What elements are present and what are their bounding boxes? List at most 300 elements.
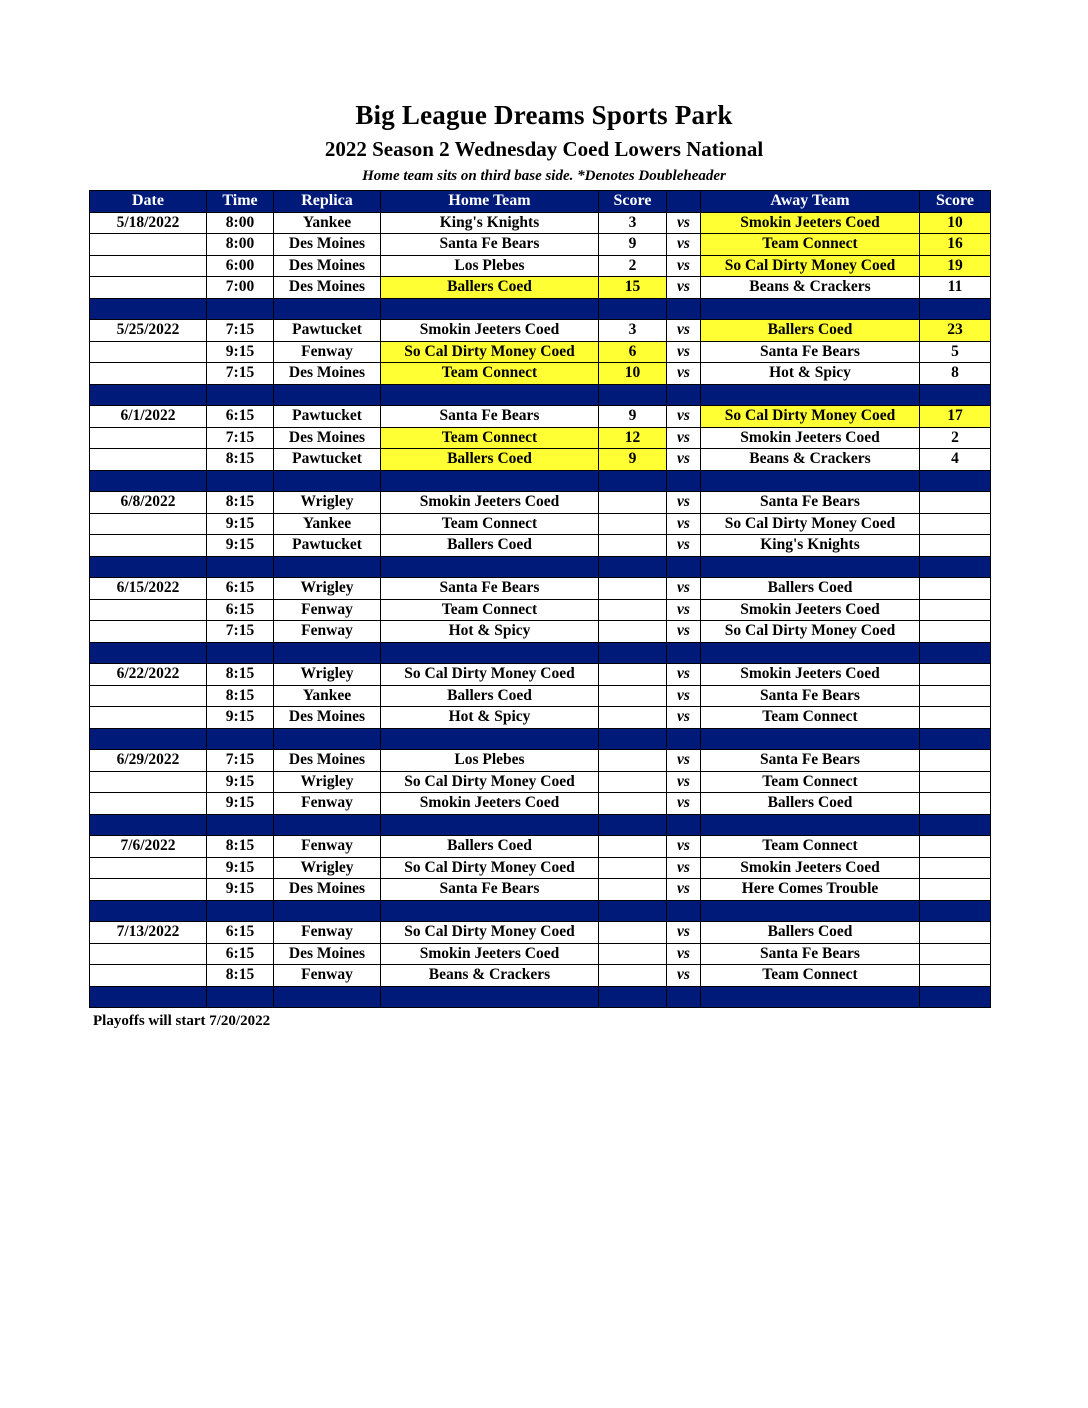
away-score	[920, 836, 991, 858]
away-team: Smokin Jeeters Coed	[701, 427, 920, 449]
vs-label: vs	[667, 707, 701, 729]
home-team: Team Connect	[381, 599, 599, 621]
separator-cell	[599, 728, 667, 750]
vs-label: vs	[667, 578, 701, 600]
separator-cell	[667, 728, 701, 750]
separator-cell	[274, 900, 381, 922]
table-row	[90, 406, 991, 428]
separator-cell	[274, 298, 381, 320]
week-separator-row	[90, 900, 991, 922]
game-time: 6:15	[207, 922, 274, 944]
table-row	[90, 707, 991, 729]
col-header-time: Time	[207, 191, 274, 213]
game-time: 8:15	[207, 685, 274, 707]
game-time: 8:00	[207, 212, 274, 234]
away-score: 23	[920, 320, 991, 342]
game-date	[90, 363, 207, 385]
vs-label: vs	[667, 277, 701, 299]
game-field: Des Moines	[274, 427, 381, 449]
game-date: 7/13/2022	[90, 922, 207, 944]
away-score	[920, 922, 991, 944]
separator-cell	[207, 900, 274, 922]
game-date: 6/15/2022	[90, 578, 207, 600]
game-field: Des Moines	[274, 707, 381, 729]
separator-cell	[381, 384, 599, 406]
home-team: Ballers Coed	[381, 277, 599, 299]
game-date	[90, 621, 207, 643]
game-date	[90, 449, 207, 471]
away-score	[920, 578, 991, 600]
separator-cell	[207, 470, 274, 492]
separator-cell	[599, 556, 667, 578]
separator-cell	[701, 470, 920, 492]
separator-cell	[90, 900, 207, 922]
away-score	[920, 879, 991, 901]
game-field: Pawtucket	[274, 406, 381, 428]
separator-cell	[701, 556, 920, 578]
separator-cell	[701, 642, 920, 664]
game-field: Yankee	[274, 513, 381, 535]
game-time: 9:15	[207, 535, 274, 557]
game-field: Des Moines	[274, 363, 381, 385]
home-team: Los Plebes	[381, 255, 599, 277]
away-team: Beans & Crackers	[701, 449, 920, 471]
home-team: Smokin Jeeters Coed	[381, 943, 599, 965]
separator-cell	[667, 986, 701, 1008]
separator-cell	[920, 556, 991, 578]
separator-cell	[381, 642, 599, 664]
vs-label: vs	[667, 492, 701, 514]
separator-cell	[381, 298, 599, 320]
game-date: 5/18/2022	[90, 212, 207, 234]
home-score	[599, 664, 667, 686]
game-time: 9:15	[207, 879, 274, 901]
week-separator-row	[90, 728, 991, 750]
table-row	[90, 535, 991, 557]
home-score	[599, 492, 667, 514]
separator-cell	[381, 556, 599, 578]
separator-cell	[207, 298, 274, 320]
vs-label: vs	[667, 857, 701, 879]
away-team: Team Connect	[701, 771, 920, 793]
away-team: Santa Fe Bears	[701, 750, 920, 772]
game-date: 6/1/2022	[90, 406, 207, 428]
game-field: Wrigley	[274, 492, 381, 514]
col-header-home-team: Home Team	[381, 191, 599, 213]
away-score: 11	[920, 277, 991, 299]
separator-cell	[920, 470, 991, 492]
home-team: So Cal Dirty Money Coed	[381, 341, 599, 363]
home-score	[599, 707, 667, 729]
away-score: 17	[920, 406, 991, 428]
game-field: Des Moines	[274, 255, 381, 277]
game-date	[90, 685, 207, 707]
separator-cell	[90, 814, 207, 836]
week-separator-row	[90, 470, 991, 492]
home-score: 10	[599, 363, 667, 385]
game-time: 8:00	[207, 234, 274, 256]
separator-cell	[599, 900, 667, 922]
table-row	[90, 427, 991, 449]
table-row	[90, 793, 991, 815]
game-field: Pawtucket	[274, 449, 381, 471]
week-separator-row	[90, 986, 991, 1008]
game-field: Des Moines	[274, 750, 381, 772]
game-field: Wrigley	[274, 857, 381, 879]
game-field: Des Moines	[274, 277, 381, 299]
vs-label: vs	[667, 513, 701, 535]
home-team: Team Connect	[381, 363, 599, 385]
game-time: 6:15	[207, 578, 274, 600]
game-date	[90, 707, 207, 729]
home-score: 3	[599, 320, 667, 342]
game-date	[90, 793, 207, 815]
home-score	[599, 857, 667, 879]
table-row	[90, 750, 991, 772]
footer-note: Playoffs will start 7/20/2022	[93, 1013, 271, 1029]
away-score: 10	[920, 212, 991, 234]
vs-label: vs	[667, 771, 701, 793]
away-team: So Cal Dirty Money Coed	[701, 406, 920, 428]
vs-label: vs	[667, 750, 701, 772]
table-row	[90, 492, 991, 514]
table-row	[90, 277, 991, 299]
game-date	[90, 771, 207, 793]
table-row	[90, 664, 991, 686]
away-score	[920, 621, 991, 643]
vs-label: vs	[667, 879, 701, 901]
home-team: So Cal Dirty Money Coed	[381, 922, 599, 944]
home-team: Beans & Crackers	[381, 965, 599, 987]
home-team: Santa Fe Bears	[381, 578, 599, 600]
separator-cell	[667, 384, 701, 406]
game-date: 5/25/2022	[90, 320, 207, 342]
away-score	[920, 793, 991, 815]
away-team: Team Connect	[701, 836, 920, 858]
game-field: Fenway	[274, 922, 381, 944]
game-field: Fenway	[274, 599, 381, 621]
separator-cell	[207, 728, 274, 750]
separator-cell	[90, 470, 207, 492]
separator-cell	[90, 298, 207, 320]
home-score	[599, 793, 667, 815]
table-row	[90, 255, 991, 277]
game-date: 6/29/2022	[90, 750, 207, 772]
away-team: Smokin Jeeters Coed	[701, 857, 920, 879]
away-team: Team Connect	[701, 965, 920, 987]
home-score	[599, 599, 667, 621]
home-score: 9	[599, 406, 667, 428]
separator-cell	[701, 728, 920, 750]
separator-cell	[90, 384, 207, 406]
game-time: 8:15	[207, 965, 274, 987]
game-time: 7:15	[207, 363, 274, 385]
home-team: Los Plebes	[381, 750, 599, 772]
game-date	[90, 965, 207, 987]
separator-cell	[381, 470, 599, 492]
separator-cell	[599, 298, 667, 320]
vs-label: vs	[667, 664, 701, 686]
home-score	[599, 535, 667, 557]
home-score	[599, 621, 667, 643]
game-date	[90, 255, 207, 277]
col-header-away-team: Away Team	[701, 191, 920, 213]
table-row	[90, 836, 991, 858]
away-score	[920, 857, 991, 879]
away-score	[920, 535, 991, 557]
vs-label: vs	[667, 535, 701, 557]
game-field: Fenway	[274, 621, 381, 643]
separator-cell	[90, 986, 207, 1008]
separator-cell	[599, 986, 667, 1008]
game-date	[90, 341, 207, 363]
separator-cell	[90, 728, 207, 750]
game-field: Des Moines	[274, 234, 381, 256]
table-row	[90, 771, 991, 793]
game-date	[90, 234, 207, 256]
home-score	[599, 685, 667, 707]
away-team: Santa Fe Bears	[701, 685, 920, 707]
vs-label: vs	[667, 234, 701, 256]
home-score	[599, 750, 667, 772]
separator-cell	[920, 814, 991, 836]
separator-cell	[90, 642, 207, 664]
home-score: 3	[599, 212, 667, 234]
table-row	[90, 578, 991, 600]
separator-cell	[381, 900, 599, 922]
home-team: So Cal Dirty Money Coed	[381, 664, 599, 686]
away-score	[920, 685, 991, 707]
table-row	[90, 341, 991, 363]
home-team: Santa Fe Bears	[381, 406, 599, 428]
separator-cell	[920, 384, 991, 406]
separator-cell	[274, 814, 381, 836]
home-score	[599, 771, 667, 793]
home-team: Hot & Spicy	[381, 707, 599, 729]
home-score	[599, 513, 667, 535]
separator-cell	[701, 384, 920, 406]
away-score: 5	[920, 341, 991, 363]
game-time: 9:15	[207, 513, 274, 535]
week-separator-row	[90, 298, 991, 320]
separator-cell	[207, 384, 274, 406]
table-row	[90, 621, 991, 643]
week-separator-row	[90, 384, 991, 406]
separator-cell	[701, 900, 920, 922]
vs-label: vs	[667, 341, 701, 363]
home-team: Team Connect	[381, 427, 599, 449]
separator-cell	[667, 470, 701, 492]
vs-label: vs	[667, 449, 701, 471]
separator-cell	[274, 986, 381, 1008]
header-row	[90, 191, 991, 213]
separator-cell	[599, 814, 667, 836]
home-team: So Cal Dirty Money Coed	[381, 771, 599, 793]
game-date	[90, 535, 207, 557]
vs-label: vs	[667, 685, 701, 707]
away-team: Ballers Coed	[701, 320, 920, 342]
home-team: Ballers Coed	[381, 685, 599, 707]
col-header-vs	[667, 191, 701, 213]
game-date: 6/22/2022	[90, 664, 207, 686]
separator-cell	[274, 384, 381, 406]
away-team: Santa Fe Bears	[701, 492, 920, 514]
away-score	[920, 492, 991, 514]
game-field: Wrigley	[274, 771, 381, 793]
game-time: 6:15	[207, 406, 274, 428]
separator-cell	[599, 384, 667, 406]
game-field: Yankee	[274, 685, 381, 707]
game-time: 6:15	[207, 943, 274, 965]
game-time: 9:15	[207, 771, 274, 793]
game-time: 8:15	[207, 664, 274, 686]
vs-label: vs	[667, 922, 701, 944]
separator-cell	[701, 298, 920, 320]
table-row	[90, 363, 991, 385]
game-time: 6:15	[207, 599, 274, 621]
separator-cell	[667, 298, 701, 320]
week-separator-row	[90, 642, 991, 664]
away-team: Santa Fe Bears	[701, 341, 920, 363]
home-team: Santa Fe Bears	[381, 234, 599, 256]
game-field: Des Moines	[274, 943, 381, 965]
table-row	[90, 212, 991, 234]
away-team: So Cal Dirty Money Coed	[701, 621, 920, 643]
away-score	[920, 599, 991, 621]
page-subtitle: 2022 Season 2 Wednesday Coed Lowers National	[324, 137, 764, 161]
game-time: 9:15	[207, 341, 274, 363]
home-team: Team Connect	[381, 513, 599, 535]
separator-cell	[599, 642, 667, 664]
game-date	[90, 513, 207, 535]
vs-label: vs	[667, 965, 701, 987]
home-team: Ballers Coed	[381, 836, 599, 858]
table-row	[90, 943, 991, 965]
game-field: Fenway	[274, 793, 381, 815]
home-score: 2	[599, 255, 667, 277]
col-header-date: Date	[90, 191, 207, 213]
separator-cell	[207, 556, 274, 578]
away-team: Ballers Coed	[701, 793, 920, 815]
game-time: 9:15	[207, 793, 274, 815]
away-team: Team Connect	[701, 707, 920, 729]
vs-label: vs	[667, 212, 701, 234]
col-header-home-score: Score	[599, 191, 667, 213]
game-time: 7:00	[207, 277, 274, 299]
away-team: Here Comes Trouble	[701, 879, 920, 901]
away-score	[920, 965, 991, 987]
table-row	[90, 234, 991, 256]
home-score: 9	[599, 449, 667, 471]
home-score: 15	[599, 277, 667, 299]
vs-label: vs	[667, 793, 701, 815]
away-team: Ballers Coed	[701, 922, 920, 944]
game-time: 7:15	[207, 320, 274, 342]
home-team: Ballers Coed	[381, 535, 599, 557]
home-score: 9	[599, 234, 667, 256]
home-score	[599, 965, 667, 987]
separator-cell	[920, 986, 991, 1008]
game-date: 7/6/2022	[90, 836, 207, 858]
home-team: Smokin Jeeters Coed	[381, 320, 599, 342]
separator-cell	[667, 556, 701, 578]
schedule-note: Home team sits on third base side. *Denotes Doubleheader	[362, 168, 726, 184]
away-team: So Cal Dirty Money Coed	[701, 513, 920, 535]
game-field: Yankee	[274, 212, 381, 234]
game-time: 9:15	[207, 857, 274, 879]
vs-label: vs	[667, 599, 701, 621]
away-score: 2	[920, 427, 991, 449]
away-team: Hot & Spicy	[701, 363, 920, 385]
col-header-away-score: Score	[920, 191, 991, 213]
game-date	[90, 277, 207, 299]
separator-cell	[920, 900, 991, 922]
away-team: Team Connect	[701, 234, 920, 256]
home-score	[599, 943, 667, 965]
table-row	[90, 449, 991, 471]
game-field: Wrigley	[274, 578, 381, 600]
game-date	[90, 427, 207, 449]
game-date	[90, 879, 207, 901]
game-date: 6/8/2022	[90, 492, 207, 514]
home-team: Smokin Jeeters Coed	[381, 492, 599, 514]
vs-label: vs	[667, 836, 701, 858]
game-time: 8:15	[207, 836, 274, 858]
away-team: So Cal Dirty Money Coed	[701, 255, 920, 277]
table-row	[90, 599, 991, 621]
game-field: Pawtucket	[274, 535, 381, 557]
separator-cell	[599, 470, 667, 492]
table-row	[90, 685, 991, 707]
vs-label: vs	[667, 406, 701, 428]
separator-cell	[381, 986, 599, 1008]
table-row	[90, 320, 991, 342]
away-score	[920, 513, 991, 535]
separator-cell	[274, 642, 381, 664]
home-team: King's Knights	[381, 212, 599, 234]
away-score	[920, 664, 991, 686]
table-row	[90, 857, 991, 879]
separator-cell	[381, 814, 599, 836]
game-date	[90, 599, 207, 621]
game-time: 6:00	[207, 255, 274, 277]
away-team: Ballers Coed	[701, 578, 920, 600]
game-time: 7:15	[207, 427, 274, 449]
away-score	[920, 943, 991, 965]
home-score	[599, 922, 667, 944]
away-score: 16	[920, 234, 991, 256]
game-time: 8:15	[207, 492, 274, 514]
separator-cell	[920, 298, 991, 320]
separator-cell	[274, 470, 381, 492]
away-team: Smokin Jeeters Coed	[701, 212, 920, 234]
home-score: 6	[599, 341, 667, 363]
away-team: Beans & Crackers	[701, 277, 920, 299]
away-score	[920, 771, 991, 793]
away-team: Smokin Jeeters Coed	[701, 599, 920, 621]
separator-cell	[920, 642, 991, 664]
game-field: Pawtucket	[274, 320, 381, 342]
table-row	[90, 922, 991, 944]
home-team: Santa Fe Bears	[381, 879, 599, 901]
separator-cell	[701, 986, 920, 1008]
away-team: Santa Fe Bears	[701, 943, 920, 965]
away-score: 4	[920, 449, 991, 471]
separator-cell	[207, 986, 274, 1008]
week-separator-row	[90, 814, 991, 836]
table-row	[90, 879, 991, 901]
home-team: Hot & Spicy	[381, 621, 599, 643]
